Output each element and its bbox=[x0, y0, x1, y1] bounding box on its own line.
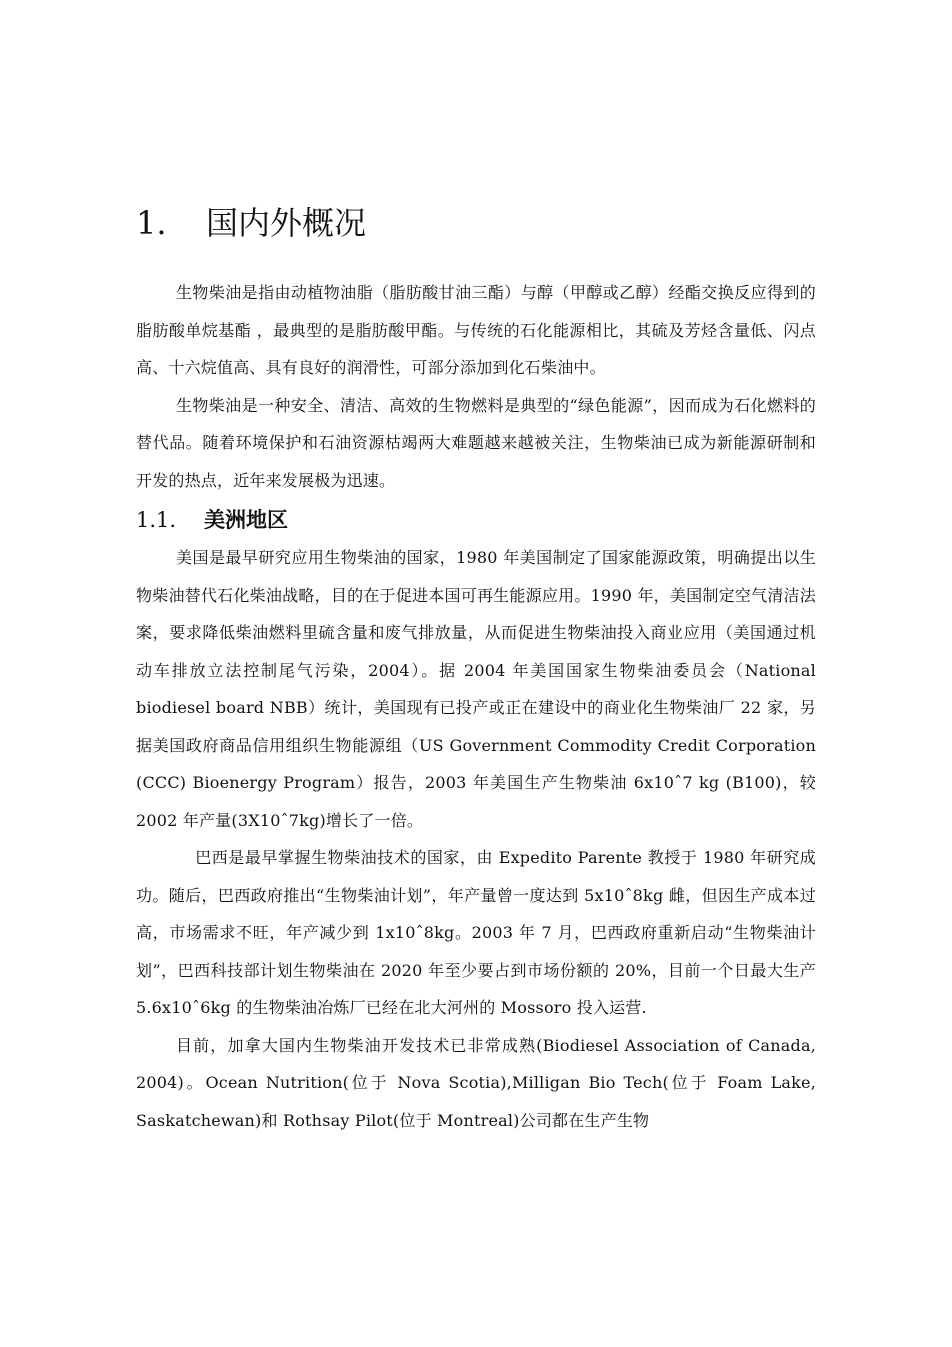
paragraph-brazil: 巴西是最早掌握生物柴油技术的国家，由 Expedito Parente 教授于 1980 年研究成功。随后，巴西政府推出“生物柴油计划”，年产量曾一度达到 5x10ˆ8kg 雌，但因生产成本过高，市场需求不旺，年产减少到 1x10ˆ8kg。2003 年 7 月，巴西政府重新启动“生物柴油计划”，巴西科技部计划生物柴油在 2020 年至少要占到市场份额的 20%，目前一个日最大生产 5.6x10ˆ6kg 的生物柴油冶炼厂已经在北大河州的 Mossoro 投入运营. bbox=[136, 848, 816, 1017]
document-body bbox=[136, 200, 816, 1139]
intro-paragraph-2: 生物柴油是一种安全、清洁、高效的生物燃料是典型的“绿色能源”，因而成为石化燃料的替代品。随着环境保护和石油资源枯竭两大难题越来越被关注，生物柴油已成为新能源研制和开发的热点，近年来发展极为迅速。 bbox=[136, 395, 816, 490]
subsection-heading bbox=[136, 505, 816, 535]
section-number: 1. bbox=[136, 204, 167, 242]
section-title: 国内外概况 bbox=[206, 204, 367, 242]
subsection-number: 1.1. bbox=[136, 508, 177, 532]
intro-paragraph-1: 生物柴油是指由动植物油脂（脂肪酸甘油三酯）与醇（甲醇或乙醇）经酯交换反应得到的脂肪酸单烷基酯 ，最典型的是脂肪酸甲酯。与传统的石化能源相比，其硫及芳烃含量低、闪点高、十六烷值高、具有良好的润滑性，可部分添加到化石柴油中。 bbox=[136, 283, 816, 377]
paragraph-usa: 美国是最早研究应用生物柴油的国家，1980 年美国制定了国家能源政策，明确提出以生物柴油替代石化柴油战略，目的在于促进本国可再生能源应用。1990 年，美国制定空气清洁法案，要求降低柴油燃料里硫含量和废气排放量，从而促进生物柴油投入商业应用（美国通过机动车排放立法控制尾气污染，2004）。据 2004 年美国国家生物柴油委员会（National biodiesel board NBB）统计，美国现有已投产或正在建设中的商业化生物柴油厂 22 家，另据美国政府商品信用组织生物能源组（US Government Commodity Credit Corporation (CCC) Bioenergy Program）报告，2003 年美国生产生物柴油 6x10ˆ7 kg (B100)，较 2002 年产量(3X10ˆ7kg)增长了一倍。 bbox=[136, 548, 816, 830]
paragraph-canada: 目前，加拿大国内生物柴油开发技术已非常成熟(Biodiesel Association of Canada, 2004)。Ocean Nutrition(位于 Nova Scotia),Milligan Bio Tech(位于 Foam Lake, Saskatchewan)和 Rothsay Pilot(位于 Montreal)公司都在生产生物 bbox=[136, 1035, 816, 1130]
section-heading bbox=[136, 200, 816, 246]
subsection-title: 美洲地区 bbox=[204, 507, 288, 532]
